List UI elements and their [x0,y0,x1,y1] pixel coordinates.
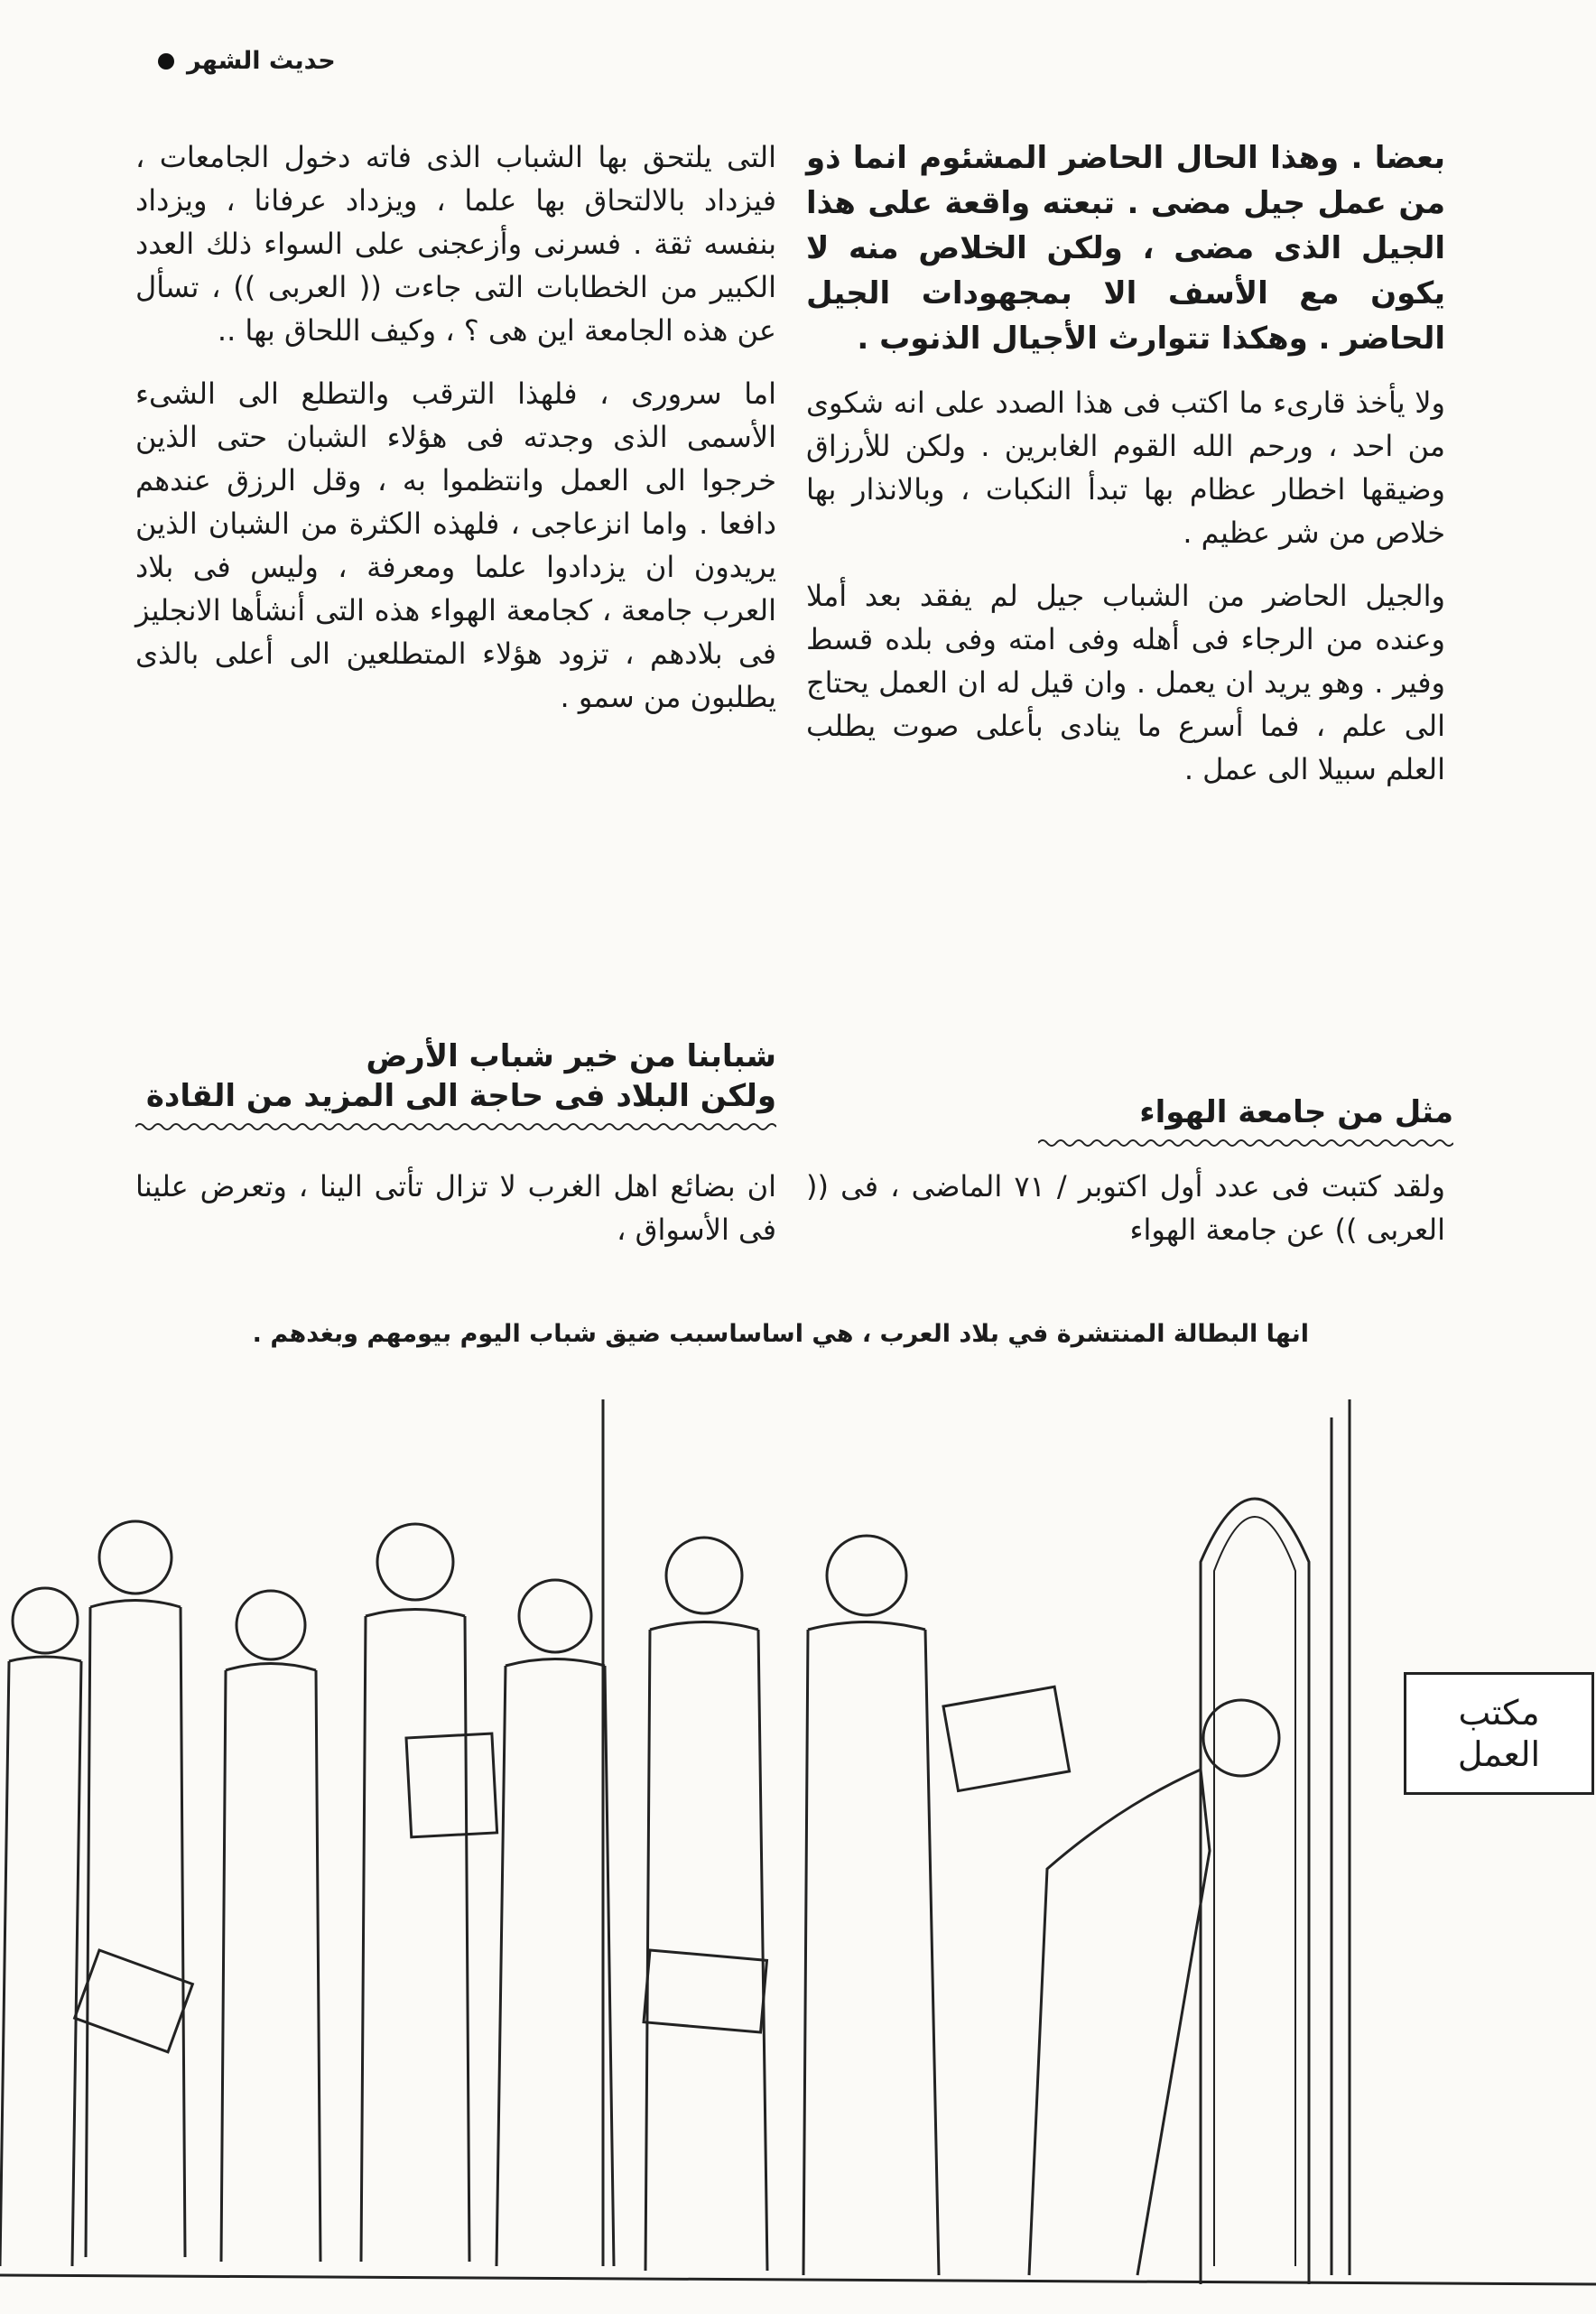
right-paragraph-1: ولا يأخذ قارىء ما اكتب فى هذا الصدد على انه شكوى من احد ، ورحم الله القوم الغابرين . ولكن للأرزاق وضيقها اخطار عظام بها تبدأ النكبات ، وبالانذار بها خلاص من شر عظيم . [806,386,1445,550]
left-paragraph-2: اما سرورى ، فلهذا الترقب والتطلع الى الشىء الأسمى الذى وجدته فى هؤلاء الشبان حتى الذين خرجوا الى العمل وانتظموا به ، وقل الرزق عندهم دافعا . واما انزعاجى ، فلهذه الكثرة من الشبان الذين يريدون ان يزدادوا علما ومعرفة ، وليس فى بلاد العرب جامعة ، كجامعة الهواء هذه التى أنشأها الانجليز فى بلادهم ، تزود هؤلاء المتطلعين الى أعلى بالذى يطلبون من سمو . [135,376,776,714]
sign-line-1: مكتب [1458,1693,1540,1733]
subheading-right [1038,1092,1453,1148]
right-bottom-text [806,1165,1445,1271]
left-bottom-text [135,1165,776,1271]
subheading-left-line2: ولكن البلاد فى حاجة الى المزيد من القادة [145,1078,776,1114]
labor-office-sign [1404,1672,1594,1795]
bullet-icon [158,53,174,70]
section-title: حديث الشهر [187,47,336,75]
right-lead-paragraph: بعضا . وهذا الحال الحاضر المشئوم انما ذو من عمل جيل مضى . تبعته واقعة على هذا الجيل الذى مضى ، ولكن الخلاص منه لا يكون مع الأسف الا بمجهودات الجيل الحاضر . وهكذا تتوارث الأجيال الذنوب . [806,140,1445,357]
left-paragraph-1: التى يلتحق بها الشباب الذى فاته دخول الجامعات ، فيزداد بالالتحاق بها علما ، ويزداد عرفانا ، ويزداد بنفسه ثقة . فسرنى وأزعجنى على السواء ذلك العدد الكبير من الخطابات التى جاءت (( العربى )) ، تسأل عن هذه الجامعة اين هى ؟ ، وكيف اللحاق بها .. [135,140,776,348]
cartoon-illustration [0,1381,1596,2314]
sign-line-2: العمل [1457,1734,1541,1774]
right-paragraph-2: والجيل الحاضر من الشباب جيل لم يفقد بعد أملا وعنده من الرجاء فى أهله وفى امته وفى بلده قسط وفير . وهو يريد ان يعمل . وان قيل له ان العمل يحتاج الى علم ، فما أسرع ما ينادى بأعلى صوت يطلب العلم سبيلا الى عمل . [806,579,1445,786]
wavy-underline-icon [135,1121,776,1132]
subheading-left-line1: شبابنا من خير شباب الأرض [366,1038,776,1074]
left-bottom-paragraph: ان بضائع اهل الغرب لا تزال تأتى الينا ، وتعرض علينا فى الأسواق ، [135,1169,776,1247]
queue-figures [0,1521,1279,2275]
right-bottom-paragraph: ولقد كتبت فى عدد أول اكتوبر / ٧١ الماضى ، فى (( العربى )) عن جامعة الهواء [806,1169,1446,1247]
wavy-underline-icon [1038,1138,1453,1148]
subheading-left [135,1036,776,1132]
cartoon-caption: انها البطالة المنتشرة في بلاد العرب ، هي اساساسبب ضيق شباب اليوم بيومهم وبغدهم . [252,1320,1309,1348]
left-column [135,135,776,739]
subheading-right-text: مثل من جامعة الهواء [1139,1094,1453,1130]
page-header [158,47,336,75]
right-column [806,135,1445,811]
